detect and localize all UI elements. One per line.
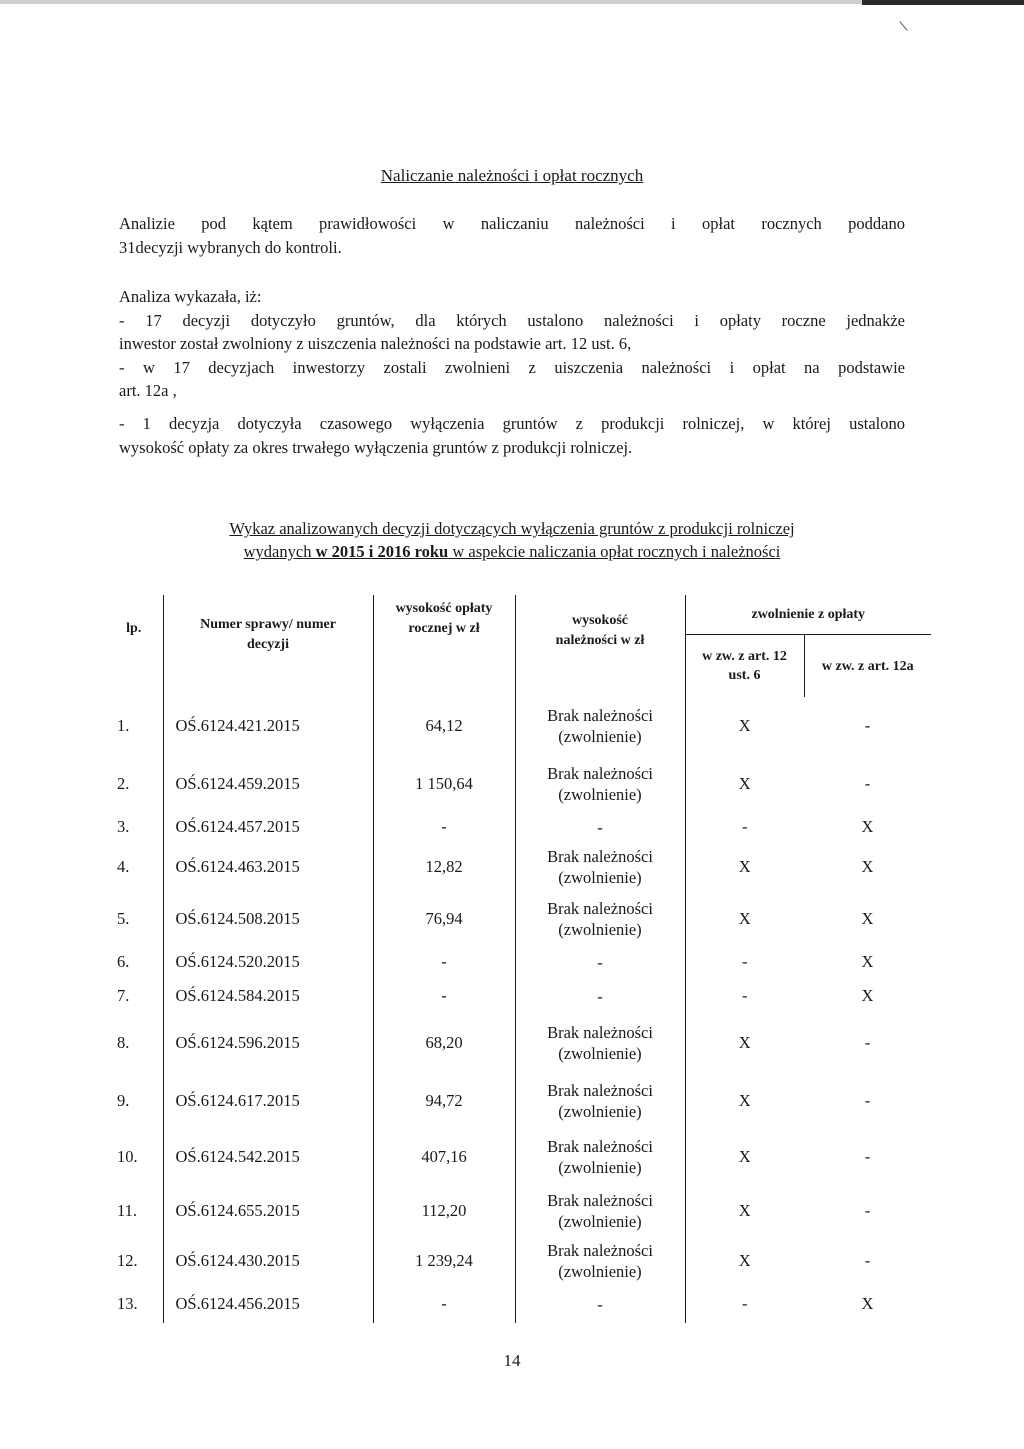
row-due-line2: (zwolnienie) [558,727,642,746]
table-row [105,841,931,893]
row-number: OŚ.6124.617.2015 [163,1073,373,1129]
row-art12: X [685,841,804,893]
table-row [105,893,931,945]
row-fee: 12,82 [373,841,515,893]
row-fee: - [373,1285,515,1323]
row-fee: 94,72 [373,1073,515,1129]
row-lp: 12. [117,1251,138,1270]
row-number: OŚ.6124.459.2015 [163,755,373,813]
row-art12a: - [864,1201,871,1220]
intro-line-2: 31decyzji wybranych do kontroli. [119,237,342,257]
row-fee: 112,20 [373,1185,515,1237]
header-lp: lp. [126,621,142,636]
row-due [515,697,685,755]
row-number: OŚ.6124.520.2015 [163,945,373,979]
table-row [105,1073,931,1129]
row-fee: 1 239,24 [373,1237,515,1285]
table-row [105,1237,931,1285]
table-title [0,517,1024,563]
row-art12a: X [861,909,874,928]
row-due-line1: Brak należności [547,847,653,866]
table-title-line-1: Wykaz analizowanych decyzji dotyczących wyłączenia gruntów z produkcji rolniczej [229,519,795,538]
row-art12: X [685,755,804,813]
header-number: Numer sprawy/ numer decyzji [163,595,373,697]
row-fee: 76,94 [373,893,515,945]
row-due [515,755,685,813]
table-row [105,1285,931,1323]
row-due [515,1129,685,1185]
table-row [105,755,931,813]
row-lp: 2. [117,774,130,793]
row-art12: - [685,945,804,979]
row-art12: X [685,697,804,755]
row-due [515,1185,685,1237]
header-due: wysokość należności w zł [515,595,685,697]
row-due-line2: (zwolnienie) [558,1102,642,1121]
row-lp: 5. [117,909,130,928]
intro-line-1: Analizie pod kątem prawidłowości w naliczaniu należności i opłat rocznych poddano [119,214,905,233]
table-body [105,697,931,1323]
row-art12a: - [864,774,871,793]
analysis-line: - 17 decyzji dotyczyło gruntów, dla których ustalono należności i opłaty roczne jednakże [119,310,905,330]
row-number: OŚ.6124.508.2015 [163,893,373,945]
row-fee: - [373,945,515,979]
row-art12: X [685,893,804,945]
table-row [105,1185,931,1237]
row-art12: - [685,979,804,1013]
row-art12: X [685,1237,804,1285]
table-title-bold: w 2015 i 2016 roku [315,542,449,561]
row-due-line1: Brak należności [547,1241,653,1260]
analysis-line: inwestor został zwolniony z uiszczenia należności na podstawie art. 12 ust. 6, [119,334,632,353]
row-due-line1: Brak należności [547,1191,653,1210]
table-row [105,697,931,755]
table-row [105,945,931,979]
scan-edge-dark [862,0,1024,5]
row-number: OŚ.6124.584.2015 [163,979,373,1013]
row-number: OŚ.6124.421.2015 [163,697,373,755]
table-title-pre: wydanych [243,542,316,561]
row-number: OŚ.6124.430.2015 [163,1237,373,1285]
row-art12a: - [864,1147,871,1166]
analysis-line: - 1 decyzja dotyczyła czasowego wyłączenia gruntów z produkcji rolniczej, w której ustalono [119,414,905,433]
row-lp: 10. [117,1147,138,1166]
header-art12a: w zw. z art. 12a [804,635,931,697]
row-art12: X [685,1073,804,1129]
row-due [515,945,685,979]
analysis-paragraph-2 [119,412,905,459]
row-due [515,1013,685,1073]
row-fee: 68,20 [373,1013,515,1073]
row-due-line2: (zwolnienie) [558,1044,642,1063]
row-due-line1: - [597,817,603,837]
analysis-line: art. 12a , [119,381,177,400]
row-lp: 8. [117,1033,130,1052]
row-due [515,1237,685,1285]
row-fee: 407,16 [373,1129,515,1185]
row-due-line1: Brak należności [547,1081,653,1100]
row-art12: - [685,813,804,841]
analysis-line: wysokość opłaty za okres trwałego wyłączenia gruntów z produkcji rolniczej. [119,437,633,457]
row-due-line1: - [597,1294,603,1314]
table-row [105,813,931,841]
table-title-post: w aspekcie naliczania opłat rocznych i należności [448,542,781,561]
row-number: OŚ.6124.463.2015 [163,841,373,893]
row-art12a: X [861,817,874,836]
row-due-line2: (zwolnienie) [558,1212,642,1231]
row-due [515,1073,685,1129]
row-due-line1: - [597,952,603,972]
row-art12a: X [861,952,874,971]
row-lp: 7. [117,986,130,1005]
header-art12: w zw. z art. 12 ust. 6 [685,635,804,697]
row-lp: 6. [117,952,130,971]
row-due-line1: Brak należności [547,899,653,918]
table-row [105,979,931,1013]
row-due-line2: (zwolnienie) [558,1158,642,1177]
row-due [515,1285,685,1323]
row-art12a: - [864,1251,871,1270]
row-fee: - [373,979,515,1013]
row-number: OŚ.6124.457.2015 [163,813,373,841]
row-lp: 1. [117,716,130,735]
row-art12: X [685,1013,804,1073]
row-due [515,893,685,945]
table-row [105,1129,931,1185]
row-number: OŚ.6124.456.2015 [163,1285,373,1323]
row-art12: X [685,1129,804,1185]
page-number: 14 [503,1351,521,1370]
row-fee: 1 150,64 [373,755,515,813]
row-art12a: - [864,1091,871,1110]
row-due-line2: (zwolnienie) [558,920,642,939]
row-due-line2: (zwolnienie) [558,1262,642,1281]
row-due-line1: Brak należności [547,706,653,725]
row-lp: 11. [117,1201,138,1220]
row-lp: 4. [117,857,130,876]
row-due-line2: (zwolnienie) [558,868,642,887]
row-number: OŚ.6124.542.2015 [163,1129,373,1185]
row-lp: 3. [117,817,130,836]
row-art12a: - [864,716,871,735]
row-art12a: X [861,986,874,1005]
header-exemption: zwolnienie z opłaty [685,595,931,635]
row-fee: - [373,813,515,841]
row-number: OŚ.6124.655.2015 [163,1185,373,1237]
row-due-line1: - [597,986,603,1006]
row-due-line1: Brak należności [547,764,653,783]
row-due [515,813,685,841]
row-art12a: X [861,1294,874,1313]
row-art12: - [685,1285,804,1323]
row-number: OŚ.6124.596.2015 [163,1013,373,1073]
row-art12: X [685,1185,804,1237]
section-heading: Naliczanie należności i opłat rocznych [380,166,644,185]
row-due [515,979,685,1013]
row-due-line1: Brak należności [547,1137,653,1156]
decisions-table [105,595,931,1323]
analysis-line: Analiza wykazała, iż: [119,287,262,306]
scan-mark [899,21,907,31]
header-fee: wysokość opłaty rocznej w zł [373,595,515,697]
row-art12a: - [864,1033,871,1052]
row-lp: 9. [117,1091,130,1110]
analysis-paragraph [119,285,905,403]
intro-paragraph [119,212,905,259]
row-due-line2: (zwolnienie) [558,785,642,804]
row-lp: 13. [117,1294,138,1313]
table-row [105,1013,931,1073]
row-due-line1: Brak należności [547,1023,653,1042]
row-fee: 64,12 [373,697,515,755]
row-due [515,841,685,893]
row-art12a: X [861,857,874,876]
analysis-line: - w 17 decyzjach inwestorzy zostali zwolnieni z uiszczenia należności i opłat na podstawie [119,357,905,377]
